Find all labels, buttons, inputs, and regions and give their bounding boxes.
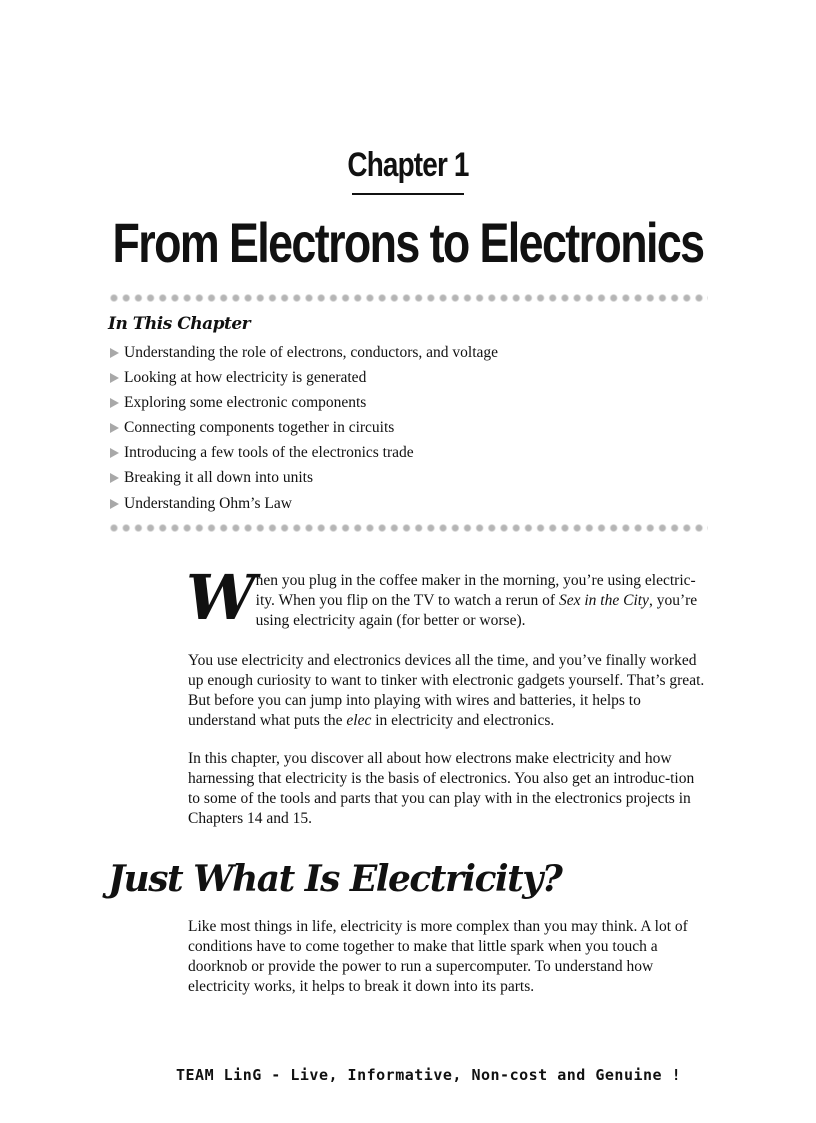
- topic-item: [110, 443, 498, 468]
- intro-p1-text-b: , you’re using electricity again (for better or worse).: [255, 592, 698, 629]
- section-paragraph-1: Like most things in life, electricity is more complex than you may think. A lot of conditions have to come together to make that little spark when you touch a doorknob or provide the power to run a supercomputer. To understand how electricity works, it helps to break it down into its parts.: [188, 918, 688, 995]
- triangle-bullet-icon: [110, 499, 119, 509]
- dotted-divider-top: [108, 292, 708, 304]
- topic-text: Exploring some electronic components: [124, 394, 367, 412]
- intro-paragraph-3: In this chapter, you discover all about how electrons make electricity and how harnessing that electricity is the basis of electronics. You also get an introduc-tion to some of the tools and parts that you can play with in the electronics projects in Chapters 14 and 15.: [188, 750, 695, 827]
- chapter-rule: [352, 193, 464, 195]
- topic-text: Breaking it all down into units: [124, 469, 313, 487]
- chapter-label: Chapter 1: [347, 146, 469, 184]
- intro-paragraph-2: [188, 651, 708, 731]
- triangle-bullet-icon: [110, 473, 119, 483]
- topic-item: [110, 343, 498, 368]
- triangle-bullet-icon: [110, 423, 119, 433]
- intro-p2-emphasis: elec: [346, 712, 372, 729]
- triangle-bullet-icon: [110, 373, 119, 383]
- topic-item: [110, 468, 498, 493]
- page-footer: TEAM LinG - Live, Informative, Non-cost and Genuine !: [176, 1066, 682, 1084]
- intro-p1-emphasis: Sex in the City: [558, 592, 649, 609]
- intro-p1-text-a: hen you plug in the coffee maker in the morning, you’re using electric-ity. When you flip on the TV to watch a rerun of: [255, 572, 696, 609]
- intro-p2-text-a: You use electricity and electronics devices all the time, and you’ve finally worked up enough curiosity to want to tinker with electronic gadgets yourself. That’s great. But before you can jump into playing with wires and batteries, it helps to understand what puts the: [188, 652, 705, 729]
- triangle-bullet-icon: [110, 398, 119, 408]
- topic-text: Understanding the role of electrons, conductors, and voltage: [124, 344, 499, 361]
- dotted-divider-bottom: [108, 522, 708, 534]
- topic-text: Looking at how electricity is generated: [124, 369, 367, 387]
- drop-cap: W: [186, 561, 252, 634]
- triangle-bullet-icon: [110, 348, 119, 358]
- topic-item: [110, 368, 498, 393]
- chapter-title: From Electrons to Electronics: [112, 211, 704, 274]
- chapter-topics-list: [110, 343, 498, 519]
- in-this-chapter-heading: In This Chapter: [108, 314, 251, 334]
- topic-text: Introducing a few tools of the electronics trade: [124, 444, 414, 462]
- section-heading: Just What Is Electricity?: [108, 858, 562, 900]
- topic-text: Connecting components together in circuits: [124, 419, 395, 437]
- topic-item: [110, 418, 498, 443]
- topic-item: [110, 393, 498, 418]
- intro-p2-text-b: in electricity and electronics.: [371, 712, 555, 729]
- topic-item: [110, 494, 498, 519]
- intro-paragraph-1: [186, 561, 708, 634]
- topic-text: Understanding Ohm’s Law: [124, 494, 292, 512]
- triangle-bullet-icon: [110, 448, 119, 458]
